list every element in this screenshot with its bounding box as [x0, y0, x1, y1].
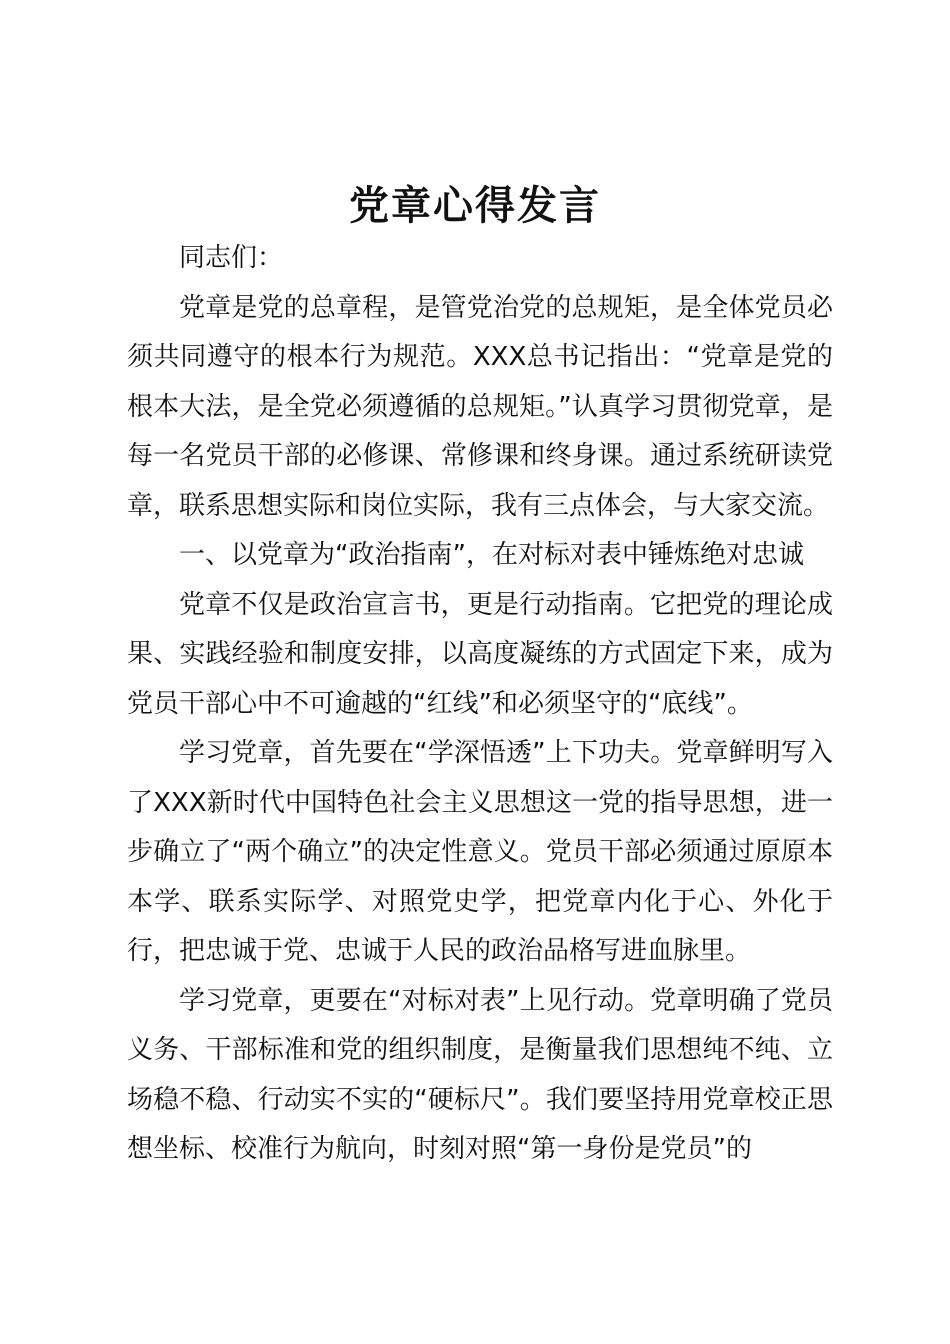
document-body [127, 234, 833, 1175]
paragraph-study-deeply: 学习党章，首先要在“学深悟透”上下功夫。党章鲜明写入了XXX新时代中国特色社会主义思想这一党的指导思想，进一步确立了“两个确立”的决定性意义。党员干部必须通过原原本本学、联系实际学、对照党史学，把党章内化于心、外化于行，把忠诚于党、忠诚于人民的政治品格写进血脉里。 [127, 738, 833, 966]
paragraph-intro: 党章是党的总章程，是管党治党的总规矩，是全体党员必须共同遵守的根本行为规范。XXX总书记指出：“党章是党的根本大法，是全党必须遵循的总规矩。”认真学习贯彻党章，是每一名党员干部的必修课、常修课和终身课。通过系统研读党章，联系思想实际和岗位实际，我有三点体会，与大家交流。 [127, 292, 833, 521]
paragraph-benchmark-action: 学习党章，更要在“对标对表”上见行动。党章明确了党员义务、干部标准和党的组织制度，是衡量我们思想纯不纯、立场稳不稳、行动实不实的“硬标尺”。我们要坚持用党章校正思想坐标、校准行为航向，时刻对照“第一身份是党员”的 [127, 985, 833, 1164]
paragraph-party-constitution-guide: 党章不仅是政治宣言书，更是行动指南。它把党的理论成果、实践经验和制度安排，以高度凝练的方式固定下来，成为党员干部心中不可逾越的“红线”和必须坚守的“底线”。 [127, 589, 833, 719]
document-title: 党章心得发言 [349, 182, 601, 229]
salutation: 同志们： [179, 243, 284, 273]
section-heading-1: 一、以党章为“政治指南”，在对标对表中锤炼绝对忠诚 [179, 540, 804, 570]
